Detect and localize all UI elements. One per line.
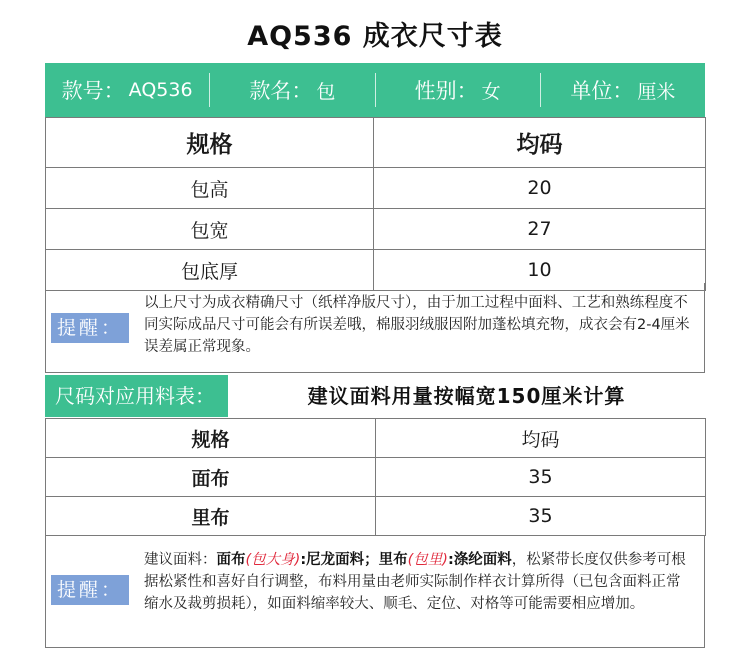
info-label: 性别：	[414, 79, 478, 103]
info-value: 包	[316, 80, 336, 103]
info-value: AQ536	[128, 79, 193, 101]
material-table	[45, 418, 706, 536]
size-reminder	[45, 283, 705, 373]
reminder-text-part: 建议面料：	[144, 552, 217, 568]
reminder-badge: 提醒：	[51, 313, 129, 343]
info-value: 女	[481, 80, 501, 103]
column-header: 规格	[46, 419, 376, 458]
info-unit	[541, 63, 705, 117]
outer-fabric-label: 面布	[216, 552, 246, 568]
table-row	[46, 458, 706, 497]
product-info-bar	[45, 63, 705, 117]
reminder-text: 以上尺寸为成衣精确尺寸（纸样净版尺寸），由于加工过程中面料、工艺和熟练程度不同实际成品尺寸可能会有所误差哦，棉服羽绒服因附加蓬松填充物，成衣会有2-4厘米误差属正常现象。	[144, 295, 690, 355]
reminder-badge: 提醒：	[51, 575, 129, 605]
row-value: 27	[374, 209, 706, 250]
table-header-row	[46, 419, 706, 458]
outer-fabric-note: (包大身)	[245, 552, 301, 568]
reminder-text-part: ，松紧带长度仅供参考可根据松紧性和喜好自行调整，布料用量由老师实际制作样衣计算所得（已包含面料正常缩水及裁剪损耗），如面料缩率较大、顺毛、定位、对格等可能需要相应增加。	[144, 552, 686, 612]
row-value: 20	[374, 168, 706, 209]
info-label: 款号：	[61, 79, 125, 103]
info-style-number	[45, 63, 209, 117]
lining-type: :涤纶面料	[447, 552, 512, 568]
size-table	[45, 117, 706, 291]
table-row	[46, 168, 706, 209]
page-title: AQ536 成衣尺寸表	[247, 21, 503, 52]
material-section-description: 建议面料用量按幅宽150厘米计算	[307, 384, 626, 408]
column-header: 规格	[46, 118, 374, 168]
material-reminder	[45, 535, 705, 648]
table-header-row	[46, 118, 706, 168]
reminder-text	[144, 549, 694, 615]
table-row	[46, 497, 706, 536]
row-label: 包底厚	[46, 250, 374, 291]
row-label: 包高	[46, 168, 374, 209]
row-label: 里布	[46, 497, 376, 536]
lining-note: (包里)	[407, 552, 448, 568]
row-label: 包宽	[46, 209, 374, 250]
info-style-name	[210, 63, 374, 117]
material-section-label: 尺码对应用料表：	[45, 375, 228, 417]
table-row	[46, 209, 706, 250]
outer-fabric-type: :尼龙面料；	[300, 552, 379, 568]
info-label: 单位：	[570, 79, 634, 103]
info-value: 厘米	[637, 80, 676, 103]
row-value: 35	[376, 497, 706, 536]
row-value: 10	[374, 250, 706, 291]
material-section-header	[45, 375, 705, 417]
info-label: 款名：	[249, 79, 313, 103]
column-header: 均码	[376, 419, 706, 458]
lining-label: 里布	[378, 552, 408, 568]
row-label: 面布	[46, 458, 376, 497]
info-gender	[376, 63, 540, 117]
row-value: 35	[376, 458, 706, 497]
column-header: 均码	[374, 118, 706, 168]
